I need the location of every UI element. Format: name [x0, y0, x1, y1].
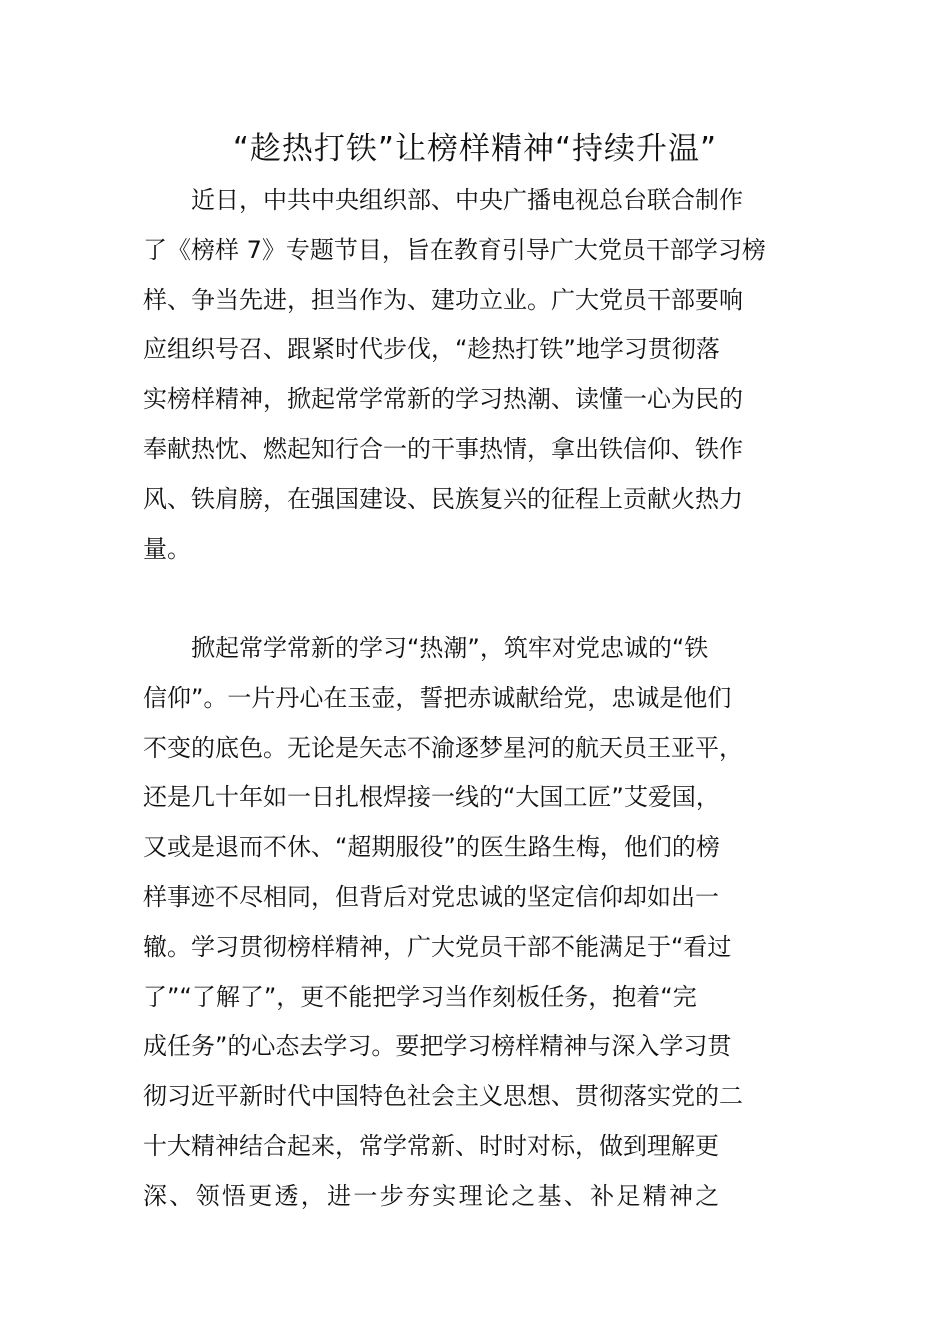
paragraph-line: 近日，中共中央组织部、中央广播电视总台联合制作	[191, 186, 743, 214]
paragraph-line: 掀起常学常新的学习“热潮”，筑牢对党忠诚的“铁	[191, 634, 709, 662]
paragraph-intro	[143, 176, 807, 574]
paragraph-line: 不变的底色。无论是矢志不渝逐梦星河的航天员王亚平，	[143, 733, 743, 762]
paragraph-line: 深、领悟更透，进一步夯实理论之基、补足精神之	[143, 1181, 722, 1210]
paragraph-line: 十大精神结合起来，常学常新、时时对标，做到理解更	[143, 1131, 719, 1160]
paragraph-line: 应组织号召、跟紧时代步伐，“趁热打铁”地学习贯彻落	[143, 335, 720, 364]
paragraph-loyalty	[143, 624, 807, 1222]
paragraph-line: 彻习近平新时代中国特色社会主义思想、贯彻落实党的二	[143, 1082, 743, 1111]
paragraph-line: 还是几十年如一日扎根焊接一线的“大国工匠”艾爱国，	[143, 783, 720, 812]
paragraph-line: 了《榜样 7》专题节目，旨在教育引导广大党员干部学习榜	[143, 235, 766, 264]
paragraph-line: 样、争当先进，担当作为、建功立业。广大党员干部要响	[143, 285, 743, 314]
paragraph-line: 风、铁肩膀，在强国建设、民族复兴的征程上贡献火热力	[143, 484, 743, 513]
paragraph-line: 奉献热忱、燃起知行合一的干事热情，拿出铁信仰、铁作	[143, 434, 743, 463]
paragraph-line: 样事迹不尽相同，但背后对党忠诚的坚定信仰却如出一	[143, 882, 719, 911]
paragraph-line: 了”“了解了”，更不能把学习当作刻板任务，抱着“完	[143, 982, 697, 1011]
article-title: “趁热打铁”让榜样精神“持续升温”	[232, 131, 718, 167]
paragraph-line: 辙。学习贯彻榜样精神，广大党员干部不能满足于“看过	[143, 932, 732, 961]
paragraph-line: 实榜样精神，掀起常学常新的学习热潮、读懂一心为民的	[143, 385, 743, 414]
paragraph-line: 量。	[143, 534, 191, 563]
paragraph-line: 信仰”。一片丹心在玉壶，誓把赤诚献给党，忠诚是他们	[143, 683, 732, 712]
paragraph-line: 成任务”的心态去学习。要把学习榜样精神与深入学习贯	[143, 1032, 732, 1061]
paragraph-line: 又或是退而不休、“超期服役”的医生路生梅，他们的榜	[143, 833, 720, 862]
